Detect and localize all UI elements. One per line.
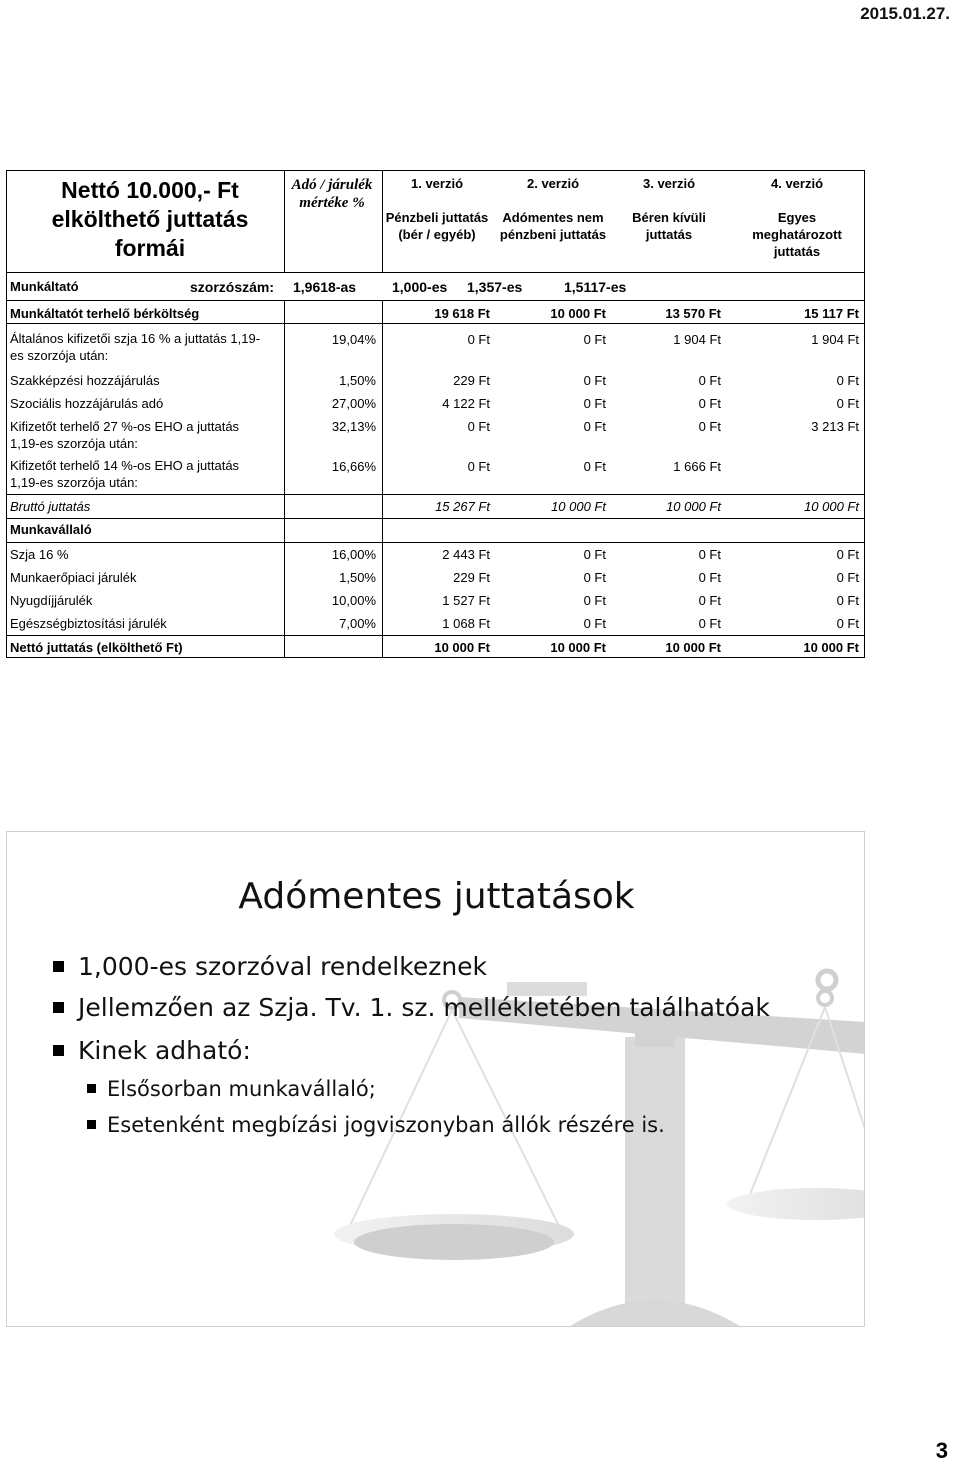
slide-tax-free-benefits bbox=[6, 831, 865, 1327]
row-value: 1 904 Ft bbox=[673, 332, 721, 347]
bullet-square-icon bbox=[53, 961, 64, 972]
bullet-item bbox=[53, 993, 770, 1022]
row-value: 2 443 Ft bbox=[442, 547, 490, 562]
row-value: 1 527 Ft bbox=[442, 593, 490, 608]
bullet-square-icon bbox=[87, 1120, 96, 1129]
row-value: 0 Ft bbox=[698, 593, 721, 608]
slide-title: Adómentes juttatások bbox=[238, 876, 635, 917]
rate-col-divider bbox=[284, 300, 285, 658]
employer-cost-value: 15 117 Ft bbox=[804, 306, 859, 321]
version-1-label: 1. verzió bbox=[410, 176, 464, 191]
row-value: 4 122 Ft bbox=[442, 396, 490, 411]
row-value: 1 904 Ft bbox=[811, 332, 859, 347]
net-value: 10 000 Ft bbox=[665, 640, 721, 655]
row-value: 0 Ft bbox=[583, 616, 606, 631]
net-label: Nettó juttatás (elkölthető Ft) bbox=[10, 640, 183, 655]
row-value: 229 Ft bbox=[453, 373, 490, 388]
bullet-text: Kinek adható: bbox=[78, 1036, 251, 1065]
gross-value: 10 000 Ft bbox=[666, 499, 721, 514]
row-label: Nyugdíjjárulék bbox=[10, 593, 93, 608]
multiplier-value: 1,5117-es bbox=[564, 279, 627, 295]
gross-value: 15 267 Ft bbox=[435, 499, 490, 514]
bullet-text: 1,000-es szorzóval rendelkeznek bbox=[78, 952, 488, 981]
bullet-text: Jellemzően az Szja. Tv. 1. sz. mellékletében találhatóak bbox=[78, 993, 770, 1022]
row-value: 0 Ft bbox=[467, 332, 490, 347]
row-rate: 27,00% bbox=[331, 396, 376, 411]
version-4-desc: Egyes meghatározott juttatás bbox=[752, 210, 842, 259]
row-value: 0 Ft bbox=[698, 616, 721, 631]
bullet-item bbox=[53, 952, 487, 981]
row-value: 1 666 Ft bbox=[673, 459, 721, 474]
employee-section-label: Munkavállaló bbox=[10, 522, 92, 537]
row-value: 0 Ft bbox=[467, 419, 490, 434]
sub-bullet-item bbox=[87, 1113, 665, 1137]
version-1-desc: Pénzbeli juttatás (bér / egyéb) bbox=[385, 210, 489, 242]
row-label: Kifizetőt terhelő 14 %-os EHO a juttatás 1,19-es szorzója után: bbox=[10, 458, 240, 490]
row-value: 229 Ft bbox=[453, 570, 490, 585]
sub-bullet-text: Elsősorban munkavállaló; bbox=[107, 1077, 376, 1101]
row-divider bbox=[6, 494, 865, 495]
row-rate: 1,50% bbox=[339, 373, 376, 388]
page-number: 3 bbox=[935, 1438, 948, 1463]
bullet-square-icon bbox=[87, 1084, 96, 1093]
header-divider bbox=[6, 272, 865, 273]
net-value: 10 000 Ft bbox=[434, 640, 490, 655]
gross-value: 10 000 Ft bbox=[551, 499, 606, 514]
row-value: 0 Ft bbox=[583, 459, 606, 474]
row-label: Egészségbiztosítási járulék bbox=[10, 616, 167, 631]
row-label: Szociális hozzájárulás adó bbox=[10, 396, 164, 411]
sub-bullet-text: Esetenként megbízási jogviszonyban állók részére is. bbox=[107, 1113, 665, 1137]
row-value: 0 Ft bbox=[467, 459, 490, 474]
row-rate: 16,00% bbox=[331, 547, 376, 562]
row-rate: 1,50% bbox=[339, 570, 376, 585]
row-value: 0 Ft bbox=[836, 373, 859, 388]
bullet-square-icon bbox=[53, 1002, 64, 1013]
row-value: 0 Ft bbox=[836, 570, 859, 585]
row-rate: 32,13% bbox=[331, 419, 376, 434]
row-rate: 7,00% bbox=[339, 616, 376, 631]
multiplier-value: 1,357-es bbox=[467, 279, 523, 295]
row-divider bbox=[6, 542, 865, 543]
row-divider bbox=[6, 518, 865, 519]
row-divider bbox=[6, 635, 865, 636]
row-value: 0 Ft bbox=[583, 396, 606, 411]
employer-cost-value: 13 570 Ft bbox=[665, 306, 721, 321]
employer-section-label: Munkáltató bbox=[10, 279, 79, 294]
bullet-square-icon bbox=[53, 1045, 64, 1056]
row-value: 0 Ft bbox=[583, 593, 606, 608]
row-value: 0 Ft bbox=[583, 570, 606, 585]
row-value: 0 Ft bbox=[698, 547, 721, 562]
version-2-desc: Adómentes nem pénzbeni juttatás bbox=[499, 210, 607, 242]
version-3-desc: Béren kívüli juttatás bbox=[632, 210, 706, 242]
multiplier-label: szorzószám: bbox=[190, 279, 275, 295]
net-value: 10 000 Ft bbox=[803, 640, 859, 655]
gross-label: Bruttó juttatás bbox=[10, 499, 91, 514]
rate-col-divider bbox=[382, 300, 383, 658]
employer-cost-value: 10 000 Ft bbox=[550, 306, 606, 321]
version-3-label: 3. verzió bbox=[642, 176, 696, 191]
row-value: 0 Ft bbox=[836, 396, 859, 411]
row-rate: 10,00% bbox=[331, 593, 376, 608]
row-label: Szakképzési hozzájárulás bbox=[10, 373, 160, 388]
rate-header: Adó / járulék mértéke % bbox=[291, 177, 373, 211]
sub-bullet-item bbox=[87, 1077, 376, 1101]
row-value: 0 Ft bbox=[698, 396, 721, 411]
bullet-item bbox=[53, 1036, 251, 1065]
row-value: 3 213 Ft bbox=[811, 419, 859, 434]
row-divider bbox=[6, 300, 865, 301]
date-header: 2015.01.27. bbox=[860, 4, 950, 23]
row-label: Általános kifizetői szja 16 % a juttatás 1,19-es szorzója után: bbox=[10, 331, 261, 363]
employer-cost-label: Munkáltatót terhelő bérköltség bbox=[10, 306, 200, 321]
row-value: 0 Ft bbox=[698, 570, 721, 585]
gross-value: 10 000 Ft bbox=[804, 499, 859, 514]
row-value: 1 068 Ft bbox=[442, 616, 490, 631]
row-value: 0 Ft bbox=[698, 373, 721, 388]
net-value: 10 000 Ft bbox=[550, 640, 606, 655]
row-rate: 16,66% bbox=[331, 459, 376, 474]
row-value: 0 Ft bbox=[583, 373, 606, 388]
table-title: Nettó 10.000,- Ft elkölthető juttatás formái bbox=[51, 177, 249, 261]
employer-cost-value: 19 618 Ft bbox=[434, 306, 490, 321]
multiplier-value: 1,000-es bbox=[392, 279, 448, 295]
version-2-label: 2. verzió bbox=[526, 176, 580, 191]
row-value: 0 Ft bbox=[583, 547, 606, 562]
row-label: Munkaerőpiaci járulék bbox=[10, 570, 137, 585]
row-value: 0 Ft bbox=[836, 593, 859, 608]
row-value: 0 Ft bbox=[583, 419, 606, 434]
row-value: 0 Ft bbox=[836, 547, 859, 562]
row-divider bbox=[6, 323, 865, 324]
multiplier-value: 1,9618-as bbox=[293, 279, 357, 295]
row-value: 0 Ft bbox=[698, 419, 721, 434]
row-label: Kifizetőt terhelő 27 %-os EHO a juttatás 1,19-es szorzója után: bbox=[10, 419, 240, 451]
row-label: Szja 16 % bbox=[10, 547, 69, 562]
row-value: 0 Ft bbox=[836, 616, 859, 631]
row-rate: 19,04% bbox=[331, 332, 376, 347]
row-value: 0 Ft bbox=[583, 332, 606, 347]
version-4-label: 4. verzió bbox=[770, 176, 824, 191]
